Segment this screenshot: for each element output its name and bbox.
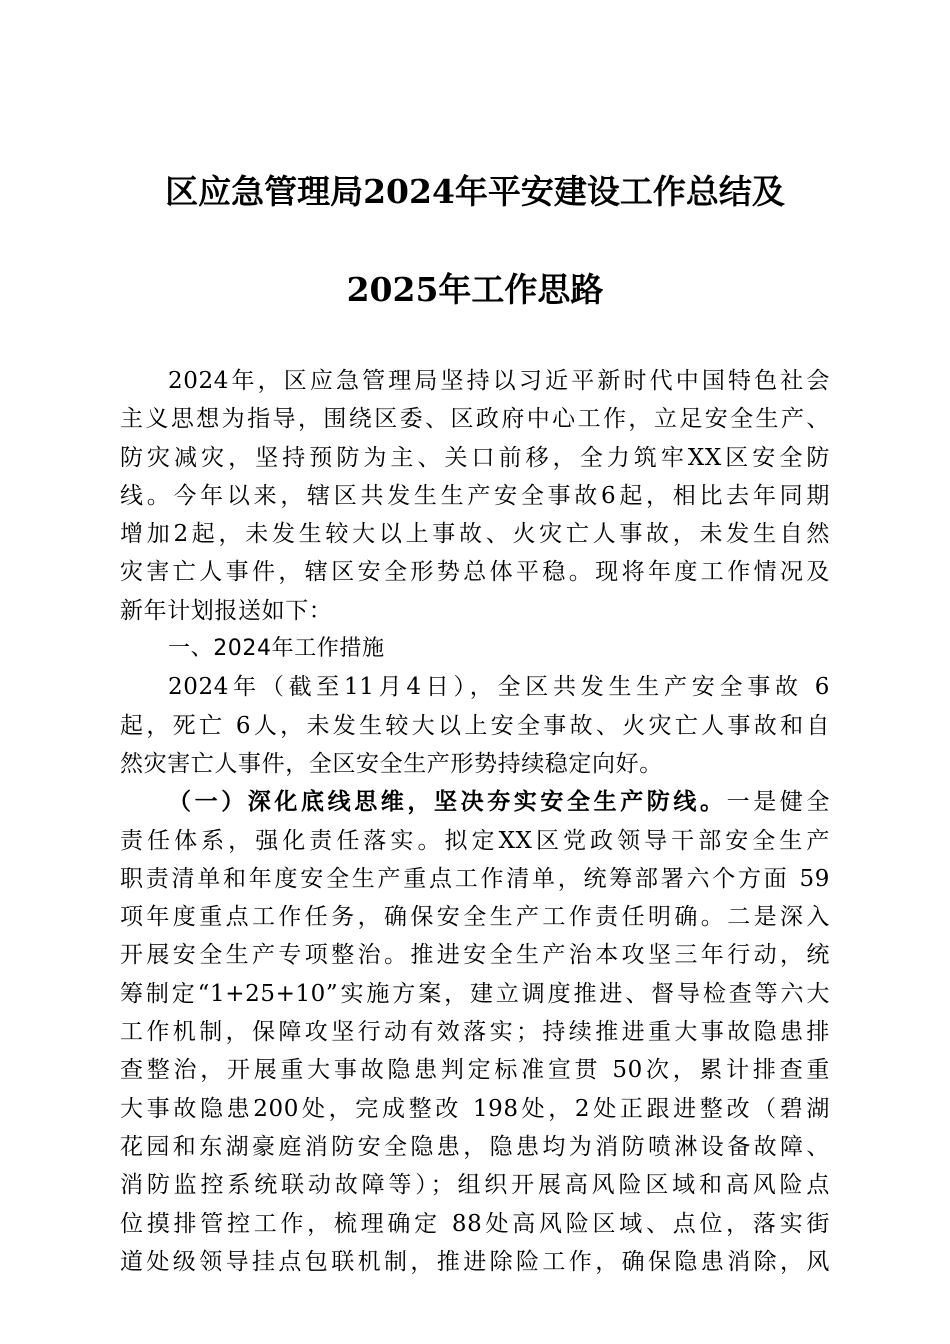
section1-line: 2024年（截至11月4日），全区共发生生产安全事故 6 <box>168 674 830 701</box>
document-title-line-1: 区应急管理局2024年平安建设工作总结及 <box>165 172 785 211</box>
subsection1-first-rest: 一是健全 <box>726 789 830 816</box>
section1-line: 起，死亡 6人，未发生较大以上安全事故、火灾亡人事故和自 <box>120 712 830 739</box>
subsection1-first-line <box>120 783 830 821</box>
intro-line: 防灾减灾，坚持预防为主、关口前移，全力筑牢XX区安全防 <box>120 444 830 471</box>
subsection1-line: 查整治，开展重大事故隐患判定标准宣贯 50次，累计排查重 <box>120 1057 830 1084</box>
intro-line: 线。今年以来，辖区共发生生产安全事故6起，相比去年同期 <box>120 482 830 509</box>
subsection1-line: 职责清单和年度安全生产重点工作清单，统筹部署六个方面 59 <box>120 865 830 892</box>
document-title-line-2: 2025年工作思路 <box>346 270 604 309</box>
section-heading-1: 一、2024年工作措施 <box>168 636 385 662</box>
subsection1-lead: （一）深化底线思维，坚决夯实安全生产防线。 <box>168 788 727 816</box>
subsection1-line: 道处级领导挂点包联机制，推进除险工作，确保隐患消除，风 <box>120 1248 830 1275</box>
subsection1-line: 筹制定“1+25+10”实施方案，建立调度推进、督导检查等六大 <box>120 980 830 1007</box>
subsection1-line: 消防监控系统联动故障等）；组织开展高风险区域和高风险点 <box>120 1172 830 1199</box>
intro-line: 增加2起，未发生较大以上事故、火灾亡人事故，未发生自然 <box>120 521 830 548</box>
subsection1-line: 位摸排管控工作，梳理确定 88处高风险区域、点位，落实街 <box>120 1210 830 1237</box>
intro-line: 2024年，区应急管理局坚持以习近平新时代中国特色社会 <box>168 368 830 394</box>
subsection1-line: 花园和东湖豪庭消防安全隐患，隐患均为消防喷淋设备故障、 <box>120 1133 830 1160</box>
section1-line: 然灾害亡人事件，全区安全生产形势持续稳定向好。 <box>120 750 663 777</box>
subsection1-line: 项年度重点工作任务，确保安全生产工作责任明确。二是深入 <box>120 904 830 931</box>
subsection1-line: 责任体系，强化责任落实。拟定XX区党政领导干部安全生产 <box>120 827 830 854</box>
subsection1-line: 开展安全生产专项整治。推进安全生产治本攻坚三年行动，统 <box>120 942 830 969</box>
document-body <box>120 362 830 1281</box>
subsection1-line: 大事故隐患200处，完成整改 198处，2处正跟进整改（碧湖 <box>120 1095 830 1122</box>
intro-line: 灾害亡人事件，辖区安全形势总体平稳。现将年度工作情况及 <box>120 559 830 586</box>
subsection1-line: 工作机制，保障攻坚行动有效落实；持续推进重大事故隐患排 <box>120 1019 830 1046</box>
intro-line: 新年计划报送如下： <box>120 597 333 624</box>
intro-line: 主义思想为指导，围绕区委、区政府中心工作，立足安全生产、 <box>120 406 830 433</box>
